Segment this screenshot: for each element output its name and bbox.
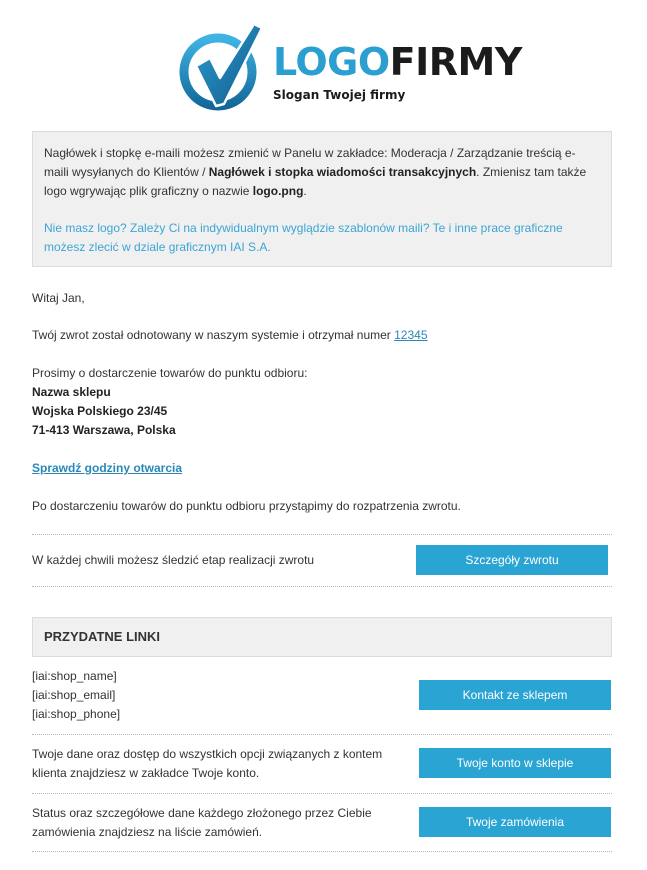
- graphic-design-link[interactable]: Nie masz logo? Zależy Ci na indywidualnym wyglądzie szablonów maili? Te i inne prace graficzne możesz zlecić w dziale graficznym IAI S.A.: [44, 221, 563, 254]
- pickup-street: Wojska Polskiego 23/45: [32, 404, 168, 418]
- logo-slogan: Slogan Twojej firmy: [273, 88, 406, 102]
- company-logo: [178, 22, 522, 114]
- divider: [32, 534, 612, 535]
- contact-shop-button[interactable]: Kontakt ze sklepem: [419, 680, 611, 710]
- shop-phone-placeholder: [iai:shop_phone]: [32, 707, 121, 721]
- opening-hours-row: [32, 459, 612, 478]
- notice-text-end: .: [303, 184, 307, 198]
- divider: [32, 793, 612, 794]
- delivery-section: [32, 364, 612, 440]
- pickup-shop-name: Nazwa sklepu: [32, 385, 111, 399]
- pickup-city: 71-413 Warszawa, Polska: [32, 423, 176, 437]
- notice-text-bold: Nagłówek i stopka wiadomości transakcyjnych: [208, 165, 477, 179]
- shop-name-placeholder: [iai:shop_name]: [32, 669, 117, 683]
- shop-contact-info: [32, 667, 402, 724]
- notice-file-name: logo.png: [252, 184, 304, 198]
- useful-links-heading: PRZYDATNE LINKI: [32, 617, 612, 657]
- my-account-button[interactable]: Twoje konto w sklepie: [419, 748, 611, 778]
- logo-part-logo: LOGO: [273, 40, 390, 84]
- divider: [32, 734, 612, 735]
- logo-part-firmy: FIRMY: [389, 40, 522, 84]
- delivery-intro: Prosimy o dostarczenie towarów do punktu odbioru:: [32, 366, 308, 380]
- checkmark-logo-icon: [178, 22, 270, 114]
- account-info-text: Twoje dane oraz dostęp do wszystkich opcji związanych z kontem klienta znajdziesz w zakładce Twoje konto.: [32, 747, 383, 780]
- return-info-text: Twój zwrot został odnotowany w naszym systemie i otrzymał numer: [32, 328, 395, 342]
- tracking-text: W każdej chwili możesz śledzić etap realizacji zwrotu: [32, 553, 315, 567]
- return-details-button[interactable]: Szczegóły zwrotu: [416, 545, 608, 575]
- orders-info-text: Status oraz szczegółowe dane każdego złożonego przez Ciebie zamówienia znajdziesz na liście zamówień.: [32, 806, 372, 839]
- logo-wordmark: [273, 42, 522, 82]
- notice-text-mid: . Zmienisz tam także logo wgrywając plik graficzny o nazwie: [44, 165, 587, 198]
- divider: [32, 586, 612, 587]
- shop-email-placeholder: [iai:shop_email]: [32, 688, 116, 702]
- notice-text: [44, 144, 600, 201]
- return-info: [32, 326, 612, 345]
- return-number-link[interactable]: 12345: [394, 328, 428, 342]
- after-delivery-text: Po dostarczeniu towarów do punktu odbioru przystąpimy do rozpatrzenia zwrotu.: [32, 499, 461, 513]
- template-notice-box: [32, 131, 612, 267]
- my-orders-button[interactable]: Twoje zamówienia: [419, 807, 611, 837]
- opening-hours-link[interactable]: Sprawdź godziny otwarcia: [32, 461, 183, 475]
- divider: [32, 851, 612, 852]
- greeting: Witaj Jan,: [32, 291, 85, 305]
- notice-text-before: Nagłówek i stopkę e-maili możesz zmienić w Panelu w zakładce: Moderacja / Zarządzanie treścią e-maili wysyłanych do Klientów /: [44, 146, 576, 179]
